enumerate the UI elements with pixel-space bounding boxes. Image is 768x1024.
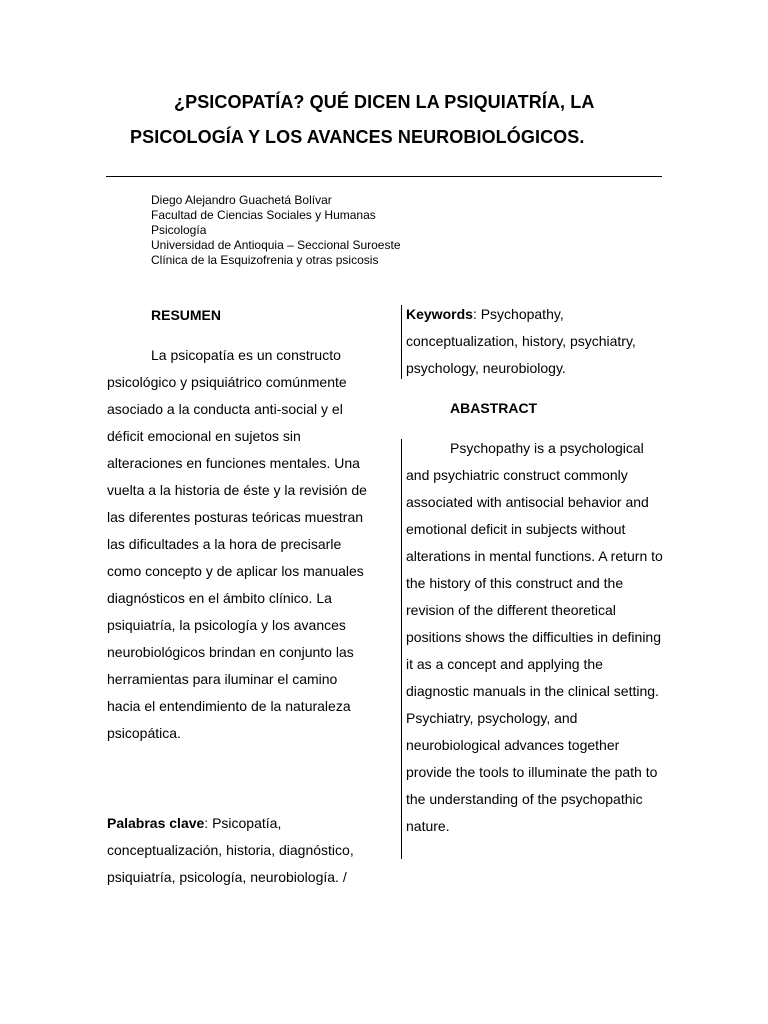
clinic: Clínica de la Esquizofrenia y otras psicosis	[151, 253, 379, 267]
author-name: Diego Alejandro Guachetá Bolívar	[151, 193, 332, 207]
author-affiliation	[151, 193, 401, 268]
palabras-clave-text: : Psicopatía, conceptualización, historia, diagnóstico, psiquiatría, psicología, neurobiología. /	[107, 815, 354, 885]
paper-title-line-1: ¿PSICOPATÍA? QUÉ DICEN LA PSIQUIATRÍA, LA	[174, 92, 595, 112]
palabras-clave	[107, 810, 369, 891]
faculty: Facultad de Ciencias Sociales y Humanas	[151, 208, 376, 222]
university: Universidad de Antioquia – Seccional Suroeste	[151, 238, 401, 252]
title-divider	[106, 176, 662, 177]
palabras-clave-label: Palabras clave	[107, 815, 205, 831]
resumen-heading: RESUMEN	[151, 307, 222, 323]
column-divider-bottom	[401, 439, 402, 859]
paper-title-line-2: PSICOLOGÍA Y LOS AVANCES NEUROBIOLÓGICOS.	[130, 127, 585, 147]
abstract-text: Psychopathy is a psychological and psychiatric construct commonly associated with antisocial behavior and emotional deficit in subjects without alterations in mental functions. A return to the history of this construct and the revision of the different theoretical positions shows the difficulties in defining it as a concept and applying the diagnostic manuals in the clinical setting. Psychiatry, psychology, and neurobiological advances together provide the tools to illuminate the path to the understanding of the psychopathic nature.	[406, 440, 663, 834]
keywords-label: Keywords	[406, 306, 473, 322]
department: Psicología	[151, 223, 207, 237]
keywords-text: : Psychopathy, conceptualization, history, psychiatry, psychology, neurobiology.	[406, 306, 636, 376]
resumen-text: La psicopatía es un constructo psicológico y psiquiátrico comúnmente asociado a la conducta anti-social y el déficit emocional en sujetos sin alteraciones en funciones mentales. Una vuelta a la historia de éste y la revisión de las diferentes posturas teóricas muestran las dificultades a la hora de precisarle como concepto y de aplicar los manuales diagnósticos en el ámbito clínico. La psiquiatría, la psicología y los avances neurobiológicos brindan en conjunto las herramientas para iluminar el camino hacia el entendimiento de la naturaleza psicopática.	[107, 347, 367, 741]
abstract-heading: ABASTRACT	[450, 400, 538, 416]
keywords	[406, 301, 668, 382]
column-divider-top	[401, 305, 402, 379]
